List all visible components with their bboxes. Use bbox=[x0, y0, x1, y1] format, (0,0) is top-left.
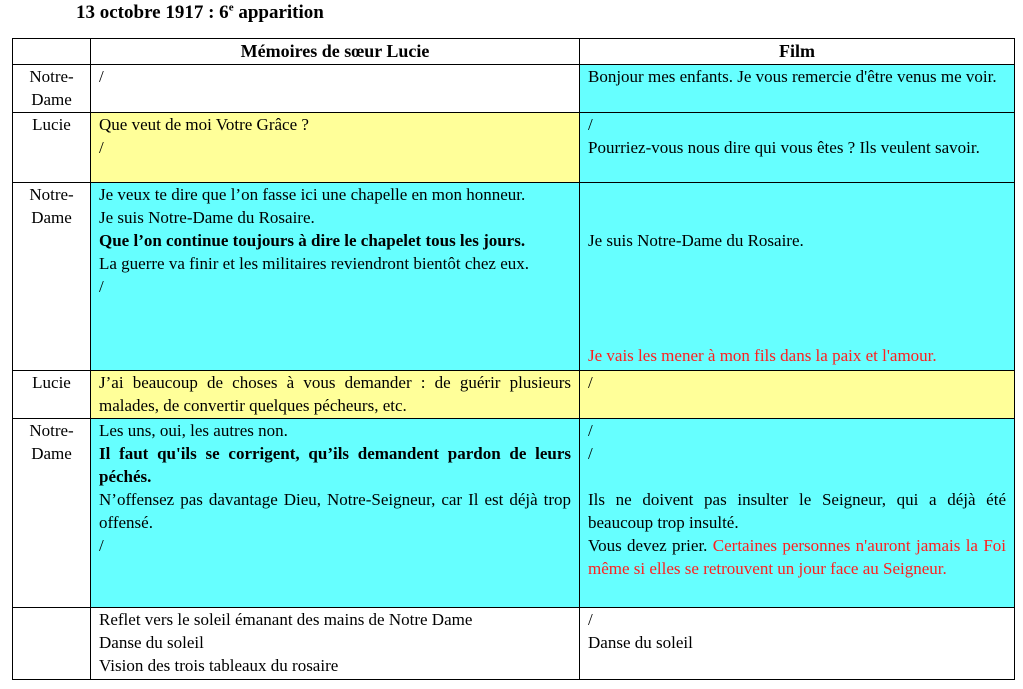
memoires-cell bbox=[91, 608, 580, 680]
memoires-line: / bbox=[99, 67, 104, 86]
table-row bbox=[13, 608, 1015, 680]
memoires-line: Danse du soleil bbox=[99, 633, 204, 652]
memoires-line: La guerre va finir et les militaires reviendront bientôt chez eux. bbox=[99, 254, 530, 273]
speaker-cell bbox=[13, 608, 91, 680]
speaker-cell: Notre-Dame bbox=[13, 419, 91, 608]
header-row bbox=[13, 39, 1015, 65]
film-line: Pourriez-vous nous dire qui vous êtes ? Ils veulent savoir. bbox=[588, 138, 980, 157]
memoires-line-bold: Que l’on continue toujours à dire le chapelet tous les jours. bbox=[99, 231, 526, 250]
film-line: Vous devez prier. bbox=[588, 536, 708, 555]
memoires-line: / bbox=[99, 138, 104, 157]
table-row bbox=[13, 183, 1015, 371]
table-row bbox=[13, 65, 1015, 113]
memoires-line: Que veut de moi Votre Grâce ? bbox=[99, 115, 309, 134]
memoires-cell bbox=[91, 371, 580, 419]
film-line: / bbox=[588, 115, 593, 134]
film-cell bbox=[580, 608, 1015, 680]
memoires-line-bold: Il faut qu'ils se corrigent, qu’ils demandent pardon de leurs péchés. bbox=[99, 444, 571, 486]
film-line: / bbox=[588, 373, 593, 392]
film-cell bbox=[580, 113, 1015, 183]
film-cell bbox=[580, 65, 1015, 113]
memoires-line: Reflet vers le soleil émanant des mains de Notre Dame bbox=[99, 610, 473, 629]
memoires-cell bbox=[91, 113, 580, 183]
film-line-red: Je vais les mener à mon fils dans la paix et l'amour. bbox=[588, 346, 937, 365]
memoires-line: Je veux te dire que l’on fasse ici une chapelle en mon honneur. bbox=[99, 185, 526, 204]
film-cell bbox=[580, 183, 1015, 371]
film-line: Bonjour mes enfants. Je vous remercie d'être venus me voir. bbox=[588, 67, 997, 86]
table-row bbox=[13, 371, 1015, 419]
memoires-cell bbox=[91, 419, 580, 608]
speaker-cell: Lucie bbox=[13, 371, 91, 419]
film-line: Je suis Notre-Dame du Rosaire. bbox=[588, 231, 804, 250]
film-cell bbox=[580, 419, 1015, 608]
film-line-red: Certaines personnes n'auront jamais la Foi même si elles se retrouvent un jour face au Seigneur. bbox=[588, 536, 1006, 578]
film-line: Ils ne doivent pas insulter le Seigneur, qui a déjà été beaucoup trop insulté. bbox=[588, 490, 1006, 532]
header-speaker bbox=[13, 39, 91, 65]
film-line: / bbox=[588, 610, 593, 629]
speaker-cell: Notre-Dame bbox=[13, 65, 91, 113]
memoires-line: Les uns, oui, les autres non. bbox=[99, 421, 288, 440]
film-line: / bbox=[588, 444, 593, 463]
memoires-cell bbox=[91, 183, 580, 371]
speaker-cell: Lucie bbox=[13, 113, 91, 183]
memoires-line: J’ai beaucoup de choses à vous demander : de guérir plusieurs malades, de convertir quelques pécheurs, etc. bbox=[99, 373, 571, 415]
memoires-line: Vision des trois tableaux du rosaire bbox=[99, 656, 339, 675]
film-line: Danse du soleil bbox=[588, 633, 693, 652]
memoires-line: Je suis Notre-Dame du Rosaire. bbox=[99, 208, 315, 227]
header-film: Film bbox=[580, 39, 1015, 65]
memoires-line: / bbox=[99, 536, 104, 555]
apparition-table bbox=[12, 38, 1015, 680]
film-line: / bbox=[588, 421, 593, 440]
table-row bbox=[13, 419, 1015, 608]
memoires-line: N’offensez pas davantage Dieu, Notre-Seigneur, car Il est déjà trop offensé. bbox=[99, 490, 571, 532]
speaker-cell: Notre-Dame bbox=[13, 183, 91, 371]
page-title: 13 octobre 1917 : 6e apparition bbox=[76, 1, 324, 23]
header-memoires: Mémoires de sœur Lucie bbox=[91, 39, 580, 65]
film-cell bbox=[580, 371, 1015, 419]
memoires-cell bbox=[91, 65, 580, 113]
memoires-line: / bbox=[99, 277, 104, 296]
table-row bbox=[13, 113, 1015, 183]
